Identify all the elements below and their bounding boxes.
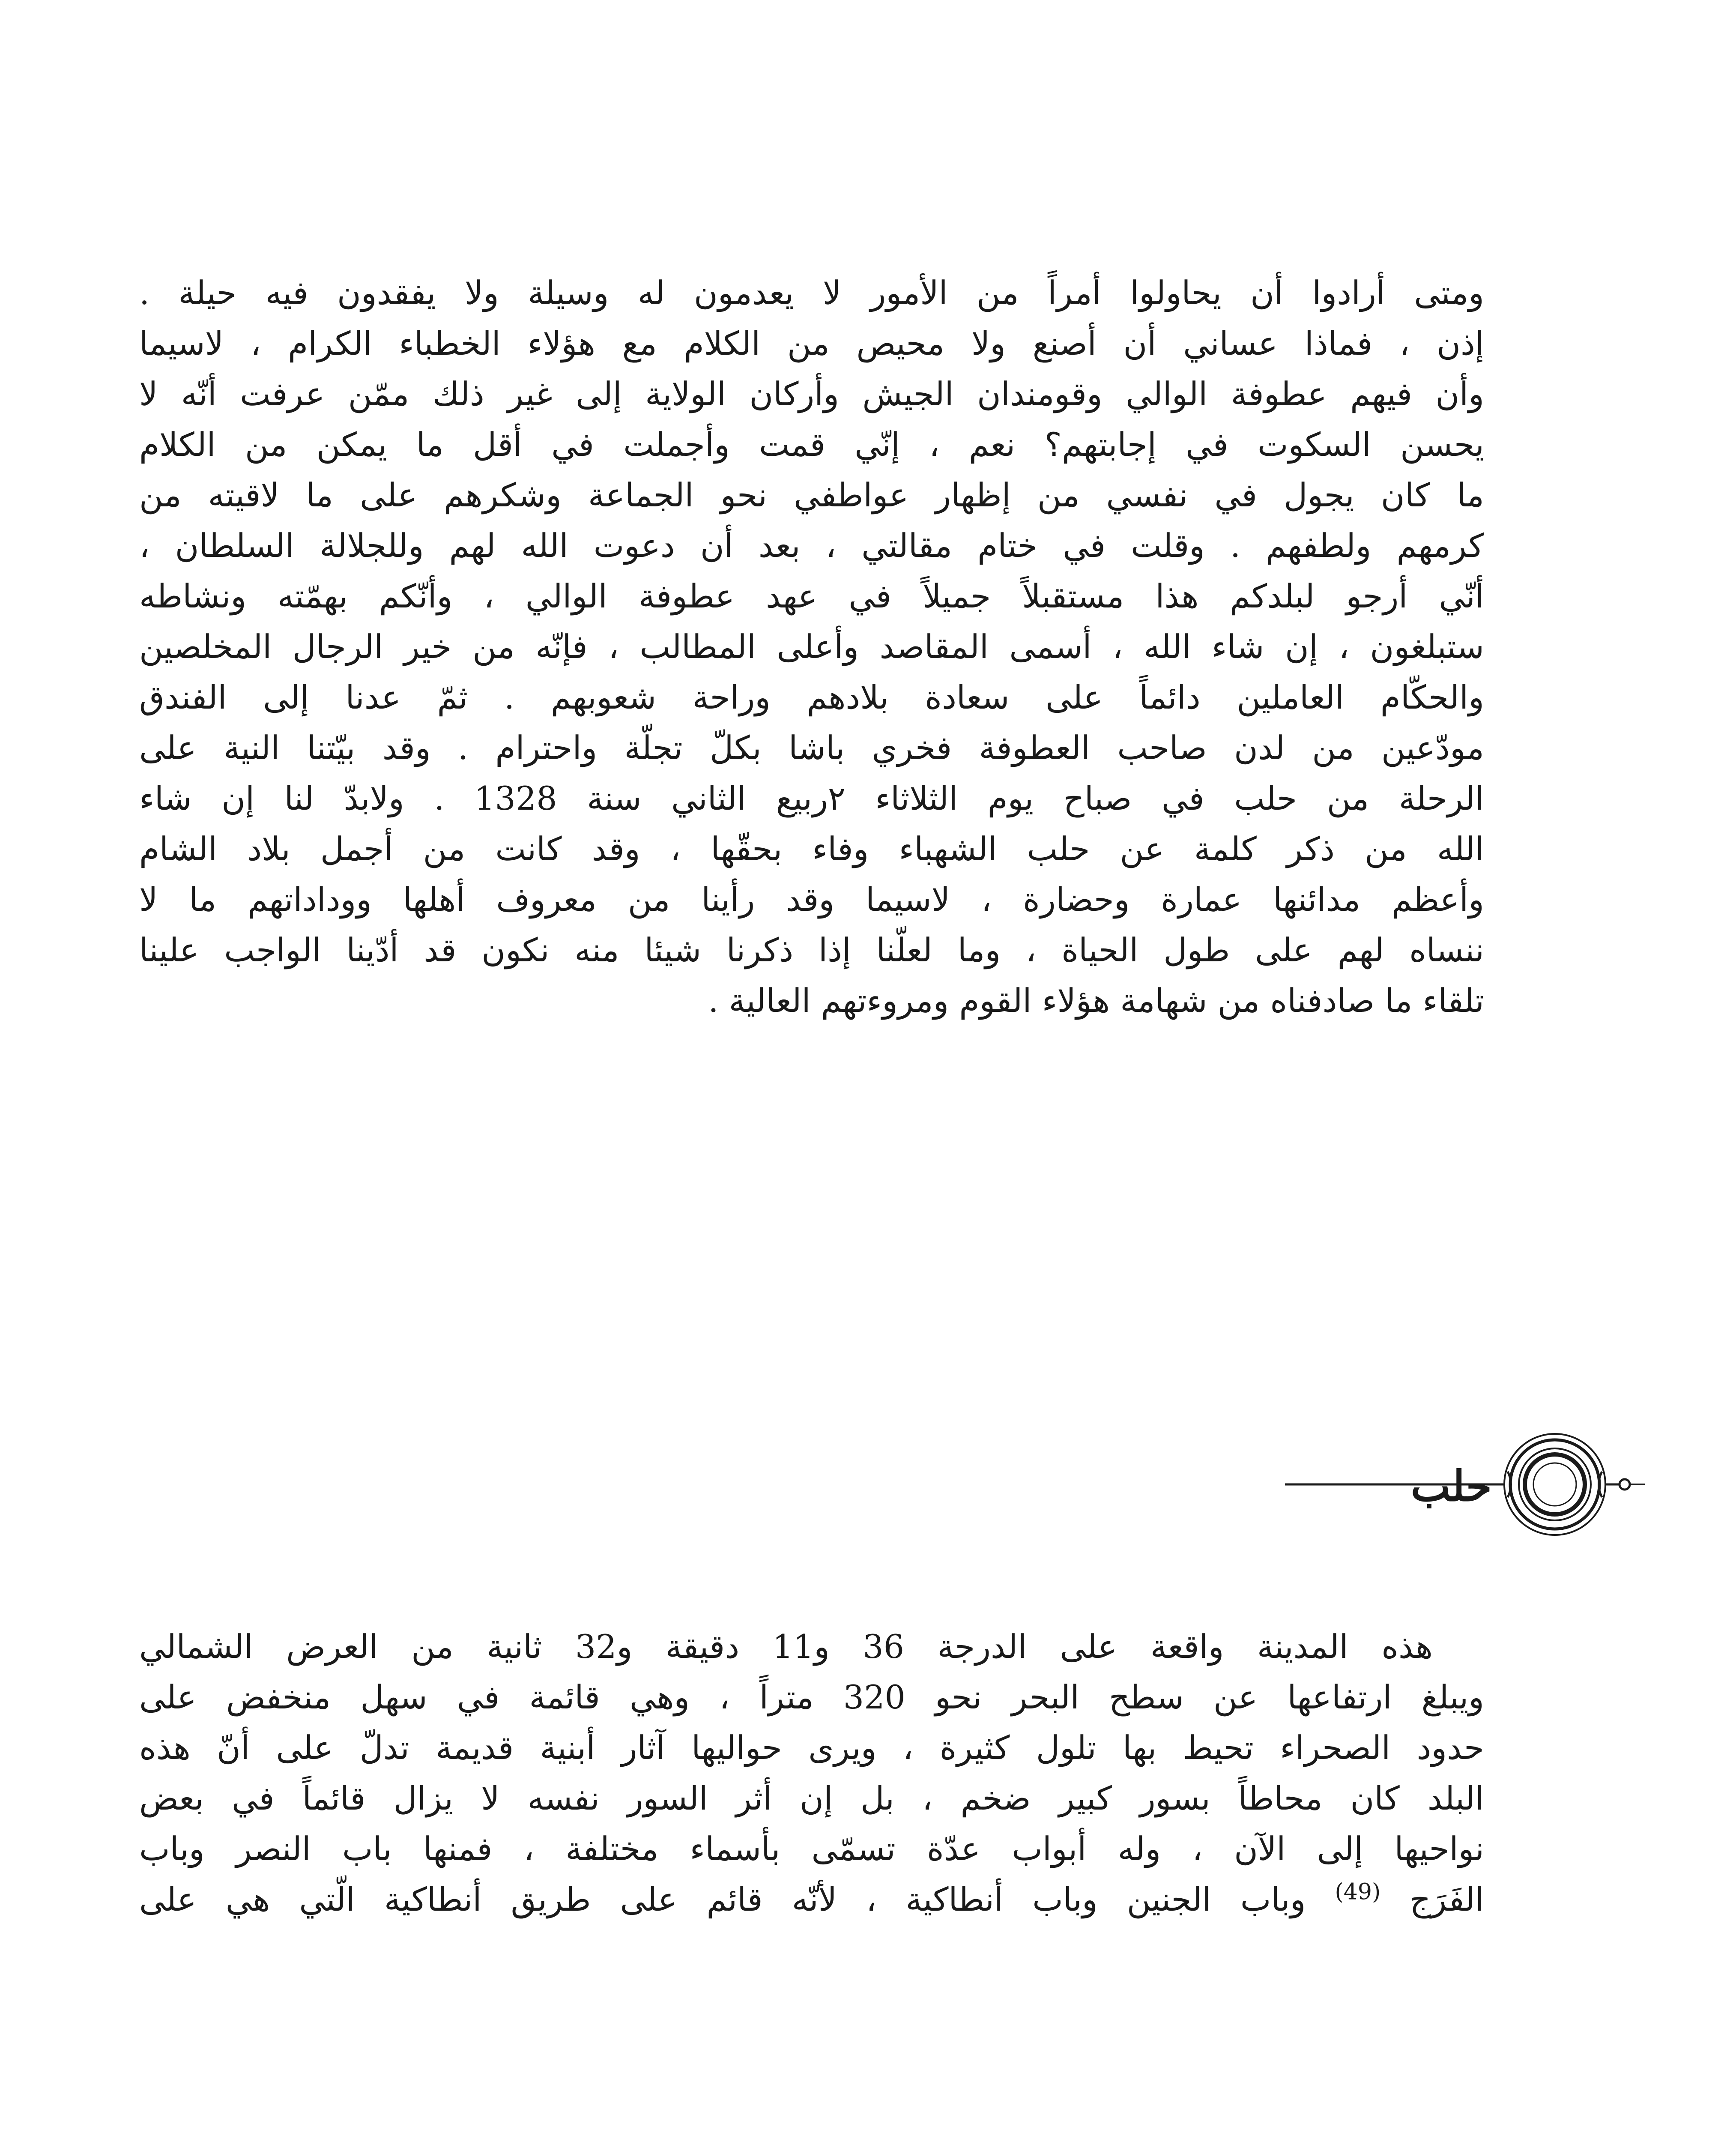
text-segment: الفَرَج xyxy=(1410,1880,1484,1918)
text-line: ويبلغ ارتفاعها عن سطح البحر نحو 320 متراً ، وهي قائمة في سهل منخفض على xyxy=(139,1678,1484,1716)
ornament-divider xyxy=(1281,1420,1649,1549)
text-line: ستبلغون ، إن شاء الله ، أسمى المقاصد وأعلى المطالب ، فإنّه من خير الرجال المخلصين xyxy=(139,628,1484,666)
text-line xyxy=(139,1874,1484,1925)
text-line: وأعظم مدائنها عمارة وحضارة ، لاسيما وقد رأينا من معروف أهلها ووداداتهم ما لا xyxy=(139,880,1484,918)
text-line: إذن ، فماذا عساني أن أصنع ولا محيص من الكلام مع هؤلاء الخطباء الكرام ، لاسيما xyxy=(139,324,1484,362)
text-line: تلقاء ما صادفناه من شهامة هؤلاء القوم ومروءتهم العالية . xyxy=(708,981,1484,1020)
text-line: الله من ذكر كلمة عن حلب الشهباء وفاء بحقّها ، وقد كانت من أجمل بلاد الشام xyxy=(139,830,1484,868)
text-line: نواحيها إلى الآن ، وله أبواب عدّة تسمّى بأسماء مختلفة ، فمنها باب النصر وباب xyxy=(139,1830,1484,1868)
text-line: مودّعين من لدن صاحب العطوفة فخري باشا بكلّ تجلّة واحترام . وقد بيّتنا النية على xyxy=(139,729,1484,767)
text-segment: وباب الجنين وباب أنطاكية ، لأنّه قائم على طريق أنطاكية الّتي هي على xyxy=(139,1880,1306,1918)
text-line: كرمهم ولطفهم . وقلت في ختام مقالتي ، بعد أن دعوت الله لهم وللجلالة السلطان ، xyxy=(139,527,1484,565)
text-line: ننساه لهم على طول الحياة ، وما لعلّنا إذا ذكرنا شيئا منه نكون قد أدّينا الواجب علينا xyxy=(139,931,1484,969)
text-line: والحكّام العاملين دائماً على سعادة بلادهم وراحة شعوبهم . ثمّ عدنا إلى الفندق xyxy=(139,678,1484,716)
paragraph-2 xyxy=(139,1621,1484,1925)
footnote-reference[interactable]: (49) xyxy=(1335,1879,1381,1905)
text-line: هذه المدينة واقعة على الدرجة 36 و11 دقيقة و32 ثانية من العرض الشمالي xyxy=(139,1627,1433,1666)
text-line: وأن فيهم عطوفة الوالي وقومندان الجيش وأركان الولاية إلى غير ذلك ممّن عرفت أنّه لا xyxy=(139,375,1484,413)
text-line: حدود الصحراء تحيط بها تلول كثيرة ، ويرى حواليها آثار أبنية قديمة تدلّ على أنّ هذه xyxy=(139,1729,1484,1767)
text-line: الرحلة من حلب في صباح يوم الثلاثاء ٢ربيع الثاني سنة 1328 . ولابدّ لنا إن شاء xyxy=(139,779,1484,817)
section-heading: حلب xyxy=(1410,1462,1492,1511)
text-line: ومتى أرادوا أن يحاولوا أمراً من الأمور لا يعدمون له وسيلة ولا يفقدون فيه حيلة . xyxy=(139,274,1484,312)
text-line: أنّي أرجو لبلدكم هذا مستقبلاً جميلاً في عهد عطوفة الوالي ، وأنّكم بهمّته ونشاطه xyxy=(139,577,1484,615)
text-line: يحسن السكوت في إجابتهم؟ نعم ، إنّي قمت وأجملت في أقل ما يمكن من الكلام xyxy=(139,425,1484,464)
text-line: ما كان يجول في نفسي من إظهار عواطفي نحو الجماعة وشكرهم على ما لاقيته من xyxy=(139,476,1484,514)
paragraph-1 xyxy=(139,268,1484,1026)
text-line: البلد كان محاطاً بسور كبير ضخم ، بل إن أثر السور نفسه لا يزال قائماً في بعض xyxy=(139,1779,1484,1817)
